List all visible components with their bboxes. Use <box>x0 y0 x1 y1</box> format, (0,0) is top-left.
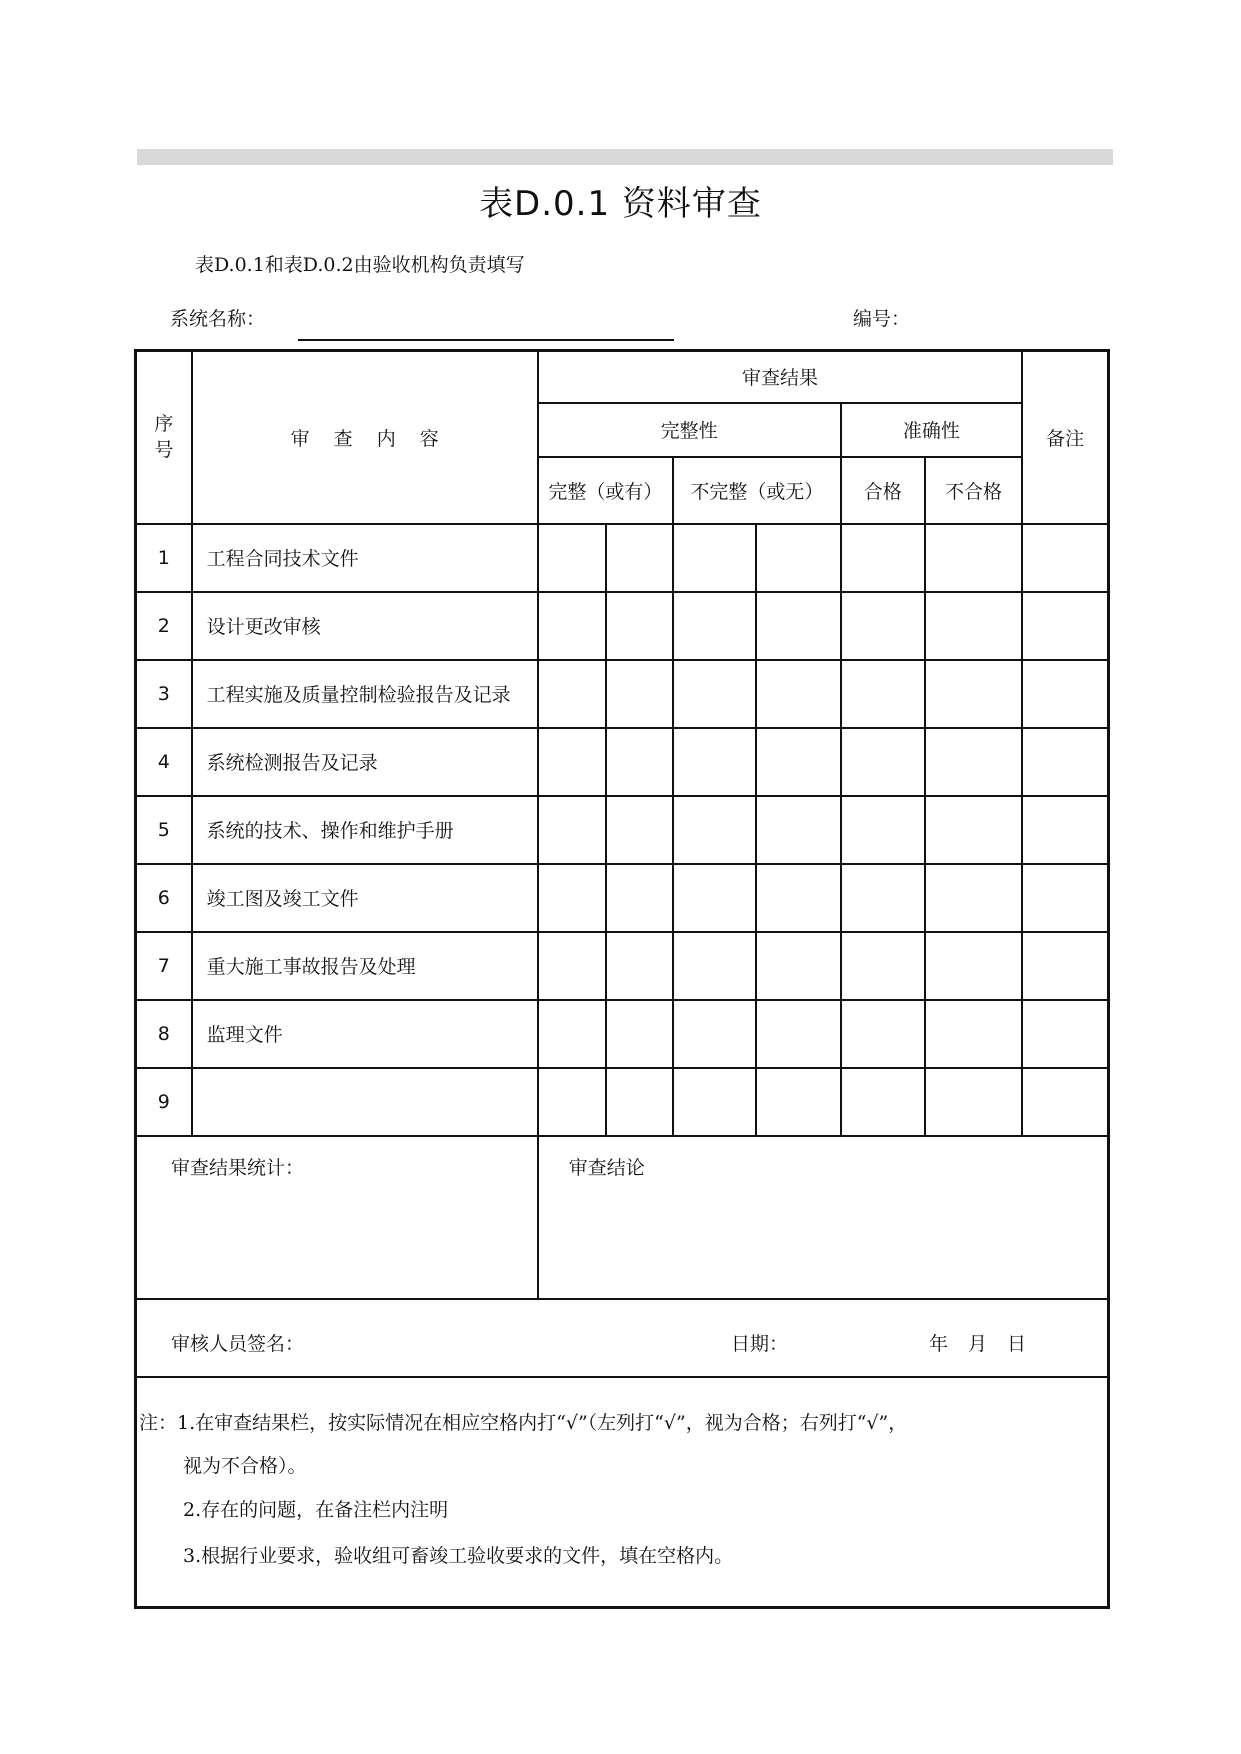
complete-header: 完整（或有） <box>538 457 673 524</box>
fail-check[interactable] <box>925 728 1022 796</box>
pass-check[interactable] <box>841 1000 925 1068</box>
table-row <box>136 1068 1109 1136</box>
system-name-field-line[interactable] <box>298 339 674 341</box>
table-row <box>136 728 1109 796</box>
note-line-1: 注：1.在审查结果栏，按实际情况在相应空格内打“√”（左列打“√”，视为合格；右列打“√”， <box>139 1411 908 1434</box>
remark-cell[interactable] <box>1022 1068 1108 1136</box>
incomplete-check-left[interactable] <box>673 660 756 728</box>
complete-check-right[interactable] <box>606 524 673 592</box>
subtitle-note: 表D.0.1和表D.0.2由验收机构负责填写 <box>195 254 525 276</box>
pass-check[interactable] <box>841 728 925 796</box>
complete-check-right[interactable] <box>606 1000 673 1068</box>
fail-check[interactable] <box>925 864 1022 932</box>
complete-check-left[interactable] <box>538 524 606 592</box>
note-line-3: 3.根据行业要求，验收组可畜竣工验收要求的文件，填在空格内。 <box>183 1544 734 1567</box>
row-number: 7 <box>136 932 192 1000</box>
incomplete-check-right[interactable] <box>756 864 840 932</box>
fail-check[interactable] <box>925 592 1022 660</box>
complete-check-right[interactable] <box>606 728 673 796</box>
complete-check-left[interactable] <box>538 1000 606 1068</box>
fail-check[interactable] <box>925 796 1022 864</box>
pass-check[interactable] <box>841 864 925 932</box>
incomplete-header: 不完整（或无） <box>673 457 841 524</box>
row-item: 系统检测报告及记录 <box>192 728 538 796</box>
completeness-header: 完整性 <box>538 403 841 457</box>
remark-cell[interactable] <box>1022 796 1108 864</box>
page-title: 表D.0.1 资料审查 <box>479 184 762 224</box>
row-number: 6 <box>136 864 192 932</box>
incomplete-check-right[interactable] <box>756 1068 840 1136</box>
notes-cell <box>136 1377 1109 1608</box>
note-line-1-cont: 视为不合格）。 <box>183 1454 307 1477</box>
pass-check[interactable] <box>841 524 925 592</box>
pass-check[interactable] <box>841 932 925 1000</box>
row-number: 5 <box>136 796 192 864</box>
result-header: 审查结果 <box>538 351 1022 403</box>
row-number: 3 <box>136 660 192 728</box>
remark-cell[interactable] <box>1022 1000 1108 1068</box>
incomplete-check-left[interactable] <box>673 1068 756 1136</box>
remark-cell[interactable] <box>1022 932 1108 1000</box>
incomplete-check-left[interactable] <box>673 524 756 592</box>
row-item: 工程实施及质量控制检验报告及记录 <box>192 660 538 728</box>
incomplete-check-left[interactable] <box>673 796 756 864</box>
incomplete-check-right[interactable] <box>756 932 840 1000</box>
signature-row <box>136 1299 1109 1377</box>
fail-check[interactable] <box>925 660 1022 728</box>
complete-check-left[interactable] <box>538 1068 606 1136</box>
content-header: 审 查 内 容 <box>192 351 538 524</box>
fail-check[interactable] <box>925 932 1022 1000</box>
pass-header: 合格 <box>841 457 925 524</box>
incomplete-check-right[interactable] <box>756 728 840 796</box>
incomplete-check-right[interactable] <box>756 592 840 660</box>
stats-label: 审查结果统计： <box>171 1156 305 1179</box>
pass-check[interactable] <box>841 1068 925 1136</box>
complete-check-left[interactable] <box>538 796 606 864</box>
row-item: 竣工图及竣工文件 <box>192 864 538 932</box>
row-item: 设计更改审核 <box>192 592 538 660</box>
incomplete-check-left[interactable] <box>673 728 756 796</box>
incomplete-check-right[interactable] <box>756 1000 840 1068</box>
incomplete-check-left[interactable] <box>673 932 756 1000</box>
note-line-2: 2.存在的问题，在备注栏内注明 <box>183 1498 449 1521</box>
complete-check-right[interactable] <box>606 592 673 660</box>
conclusion-label: 审查结论 <box>568 1156 645 1179</box>
year-label: 年 <box>929 1332 949 1355</box>
seq-header: 序号 <box>136 351 192 524</box>
complete-check-right[interactable] <box>606 932 673 1000</box>
remark-header: 备注 <box>1022 351 1108 524</box>
review-table <box>134 349 1110 1609</box>
incomplete-check-left[interactable] <box>673 864 756 932</box>
complete-check-right[interactable] <box>606 1068 673 1136</box>
incomplete-check-right[interactable] <box>756 796 840 864</box>
complete-check-left[interactable] <box>538 592 606 660</box>
table-row <box>136 864 1109 932</box>
system-name-label: 系统名称： <box>170 308 266 330</box>
date-fields[interactable] <box>929 1329 1046 1356</box>
row-item: 工程合同技术文件 <box>192 524 538 592</box>
table-row <box>136 524 1109 592</box>
date-label: 日期： <box>731 1332 789 1355</box>
incomplete-check-left[interactable] <box>673 1000 756 1068</box>
incomplete-check-right[interactable] <box>756 660 840 728</box>
complete-check-left[interactable] <box>538 864 606 932</box>
table-row <box>136 1000 1109 1068</box>
accuracy-header: 准确性 <box>841 403 1023 457</box>
remark-cell[interactable] <box>1022 864 1108 932</box>
reviewer-signature-label: 审核人员签名： <box>171 1332 305 1355</box>
remark-cell[interactable] <box>1022 592 1108 660</box>
stats-cell[interactable] <box>136 1136 538 1299</box>
conclusion-cell[interactable] <box>538 1136 1109 1299</box>
complete-check-right[interactable] <box>606 864 673 932</box>
table-row <box>136 796 1109 864</box>
row-number: 8 <box>136 1000 192 1068</box>
table-row <box>136 932 1109 1000</box>
row-item: 重大施工事故报告及处理 <box>192 932 538 1000</box>
row-number: 9 <box>136 1068 192 1136</box>
complete-check-right[interactable] <box>606 660 673 728</box>
top-divider-bar <box>137 149 1113 165</box>
row-item: 系统的技术、操作和维护手册 <box>192 796 538 864</box>
pass-check[interactable] <box>841 660 925 728</box>
day-label: 日 <box>1007 1332 1027 1355</box>
number-label: 编号： <box>853 308 911 330</box>
remark-cell[interactable] <box>1022 524 1108 592</box>
pass-check[interactable] <box>841 592 925 660</box>
row-number: 1 <box>136 524 192 592</box>
complete-check-left[interactable] <box>538 660 606 728</box>
table-row <box>136 592 1109 660</box>
incomplete-check-left[interactable] <box>673 592 756 660</box>
remark-cell[interactable] <box>1022 660 1108 728</box>
month-label: 月 <box>968 1332 988 1355</box>
pass-check[interactable] <box>841 796 925 864</box>
incomplete-check-right[interactable] <box>756 524 840 592</box>
complete-check-left[interactable] <box>538 932 606 1000</box>
fail-check[interactable] <box>925 1000 1022 1068</box>
row-item[interactable] <box>192 1068 538 1136</box>
complete-check-left[interactable] <box>538 728 606 796</box>
row-number: 4 <box>136 728 192 796</box>
row-item: 监理文件 <box>192 1000 538 1068</box>
remark-cell[interactable] <box>1022 728 1108 796</box>
row-number: 2 <box>136 592 192 660</box>
table-row <box>136 660 1109 728</box>
fail-check[interactable] <box>925 524 1022 592</box>
fail-check[interactable] <box>925 1068 1022 1136</box>
fail-header: 不合格 <box>925 457 1022 524</box>
complete-check-right[interactable] <box>606 796 673 864</box>
